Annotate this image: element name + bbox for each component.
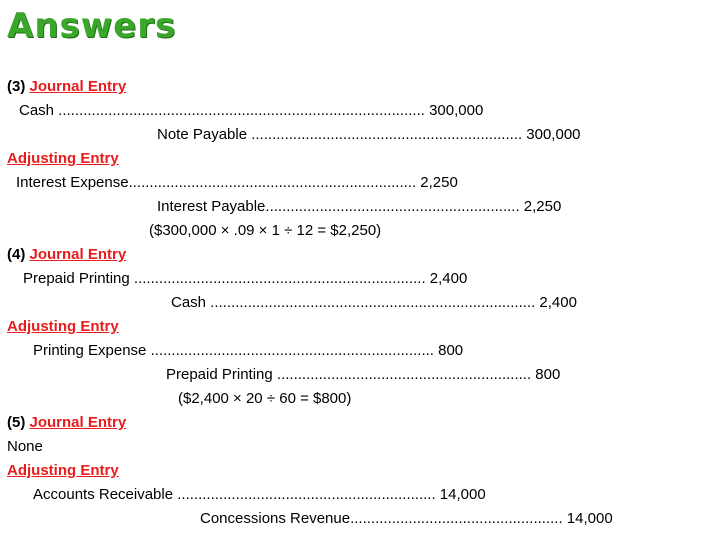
section-4-header <box>7 245 126 265</box>
section-5-journal-heading: Journal Entry <box>29 414 127 431</box>
section-3-journal-credit: Note Payable ................................................................. 300,000 <box>157 126 581 143</box>
section-5-journal-body: None <box>7 438 43 455</box>
section-4-note: ($2,400 × 20 ÷ 60 = $800) <box>178 390 352 407</box>
section-5-adjusting-debit: Accounts Receivable .............................................................. 14,000 <box>33 486 486 503</box>
section-5-number: (5) <box>7 414 26 431</box>
section-3-header <box>7 77 126 97</box>
section-4-journal-credit: Cash .............................................................................. 2,400 <box>171 294 577 311</box>
section-4-adjusting-debit: Printing Expense .................................................................... 800 <box>33 342 464 359</box>
section-5-header <box>7 413 126 433</box>
section-3-number: (3) <box>7 78 26 95</box>
section-5-adjusting-heading: Adjusting Entry <box>7 462 119 479</box>
section-3-note: ($300,000 × .09 × 1 ÷ 12 = $2,250) <box>149 222 382 239</box>
section-4-journal-debit: Prepaid Printing ...................................................................... 2,400 <box>23 270 468 287</box>
section-4-number: (4) <box>7 246 26 263</box>
section-4-adjusting-heading: Adjusting Entry <box>7 318 119 335</box>
section-3-adjusting-credit: Interest Payable............................................................. 2,250 <box>157 198 562 215</box>
section-3-journal-heading: Journal Entry <box>29 78 127 95</box>
section-4-journal-heading: Journal Entry <box>29 246 127 263</box>
section-3-journal-debit: Cash ........................................................................................ 300,000 <box>19 102 484 119</box>
section-5-adjusting-credit: Concessions Revenue................................................... 14,000 <box>200 510 613 527</box>
section-4-adjusting-credit: Prepaid Printing ............................................................. 800 <box>166 366 561 383</box>
section-3-adjusting-debit: Interest Expense..................................................................... 2,250 <box>16 174 458 191</box>
page-title: Answers <box>7 6 177 46</box>
section-3-adjusting-heading: Adjusting Entry <box>7 150 119 167</box>
